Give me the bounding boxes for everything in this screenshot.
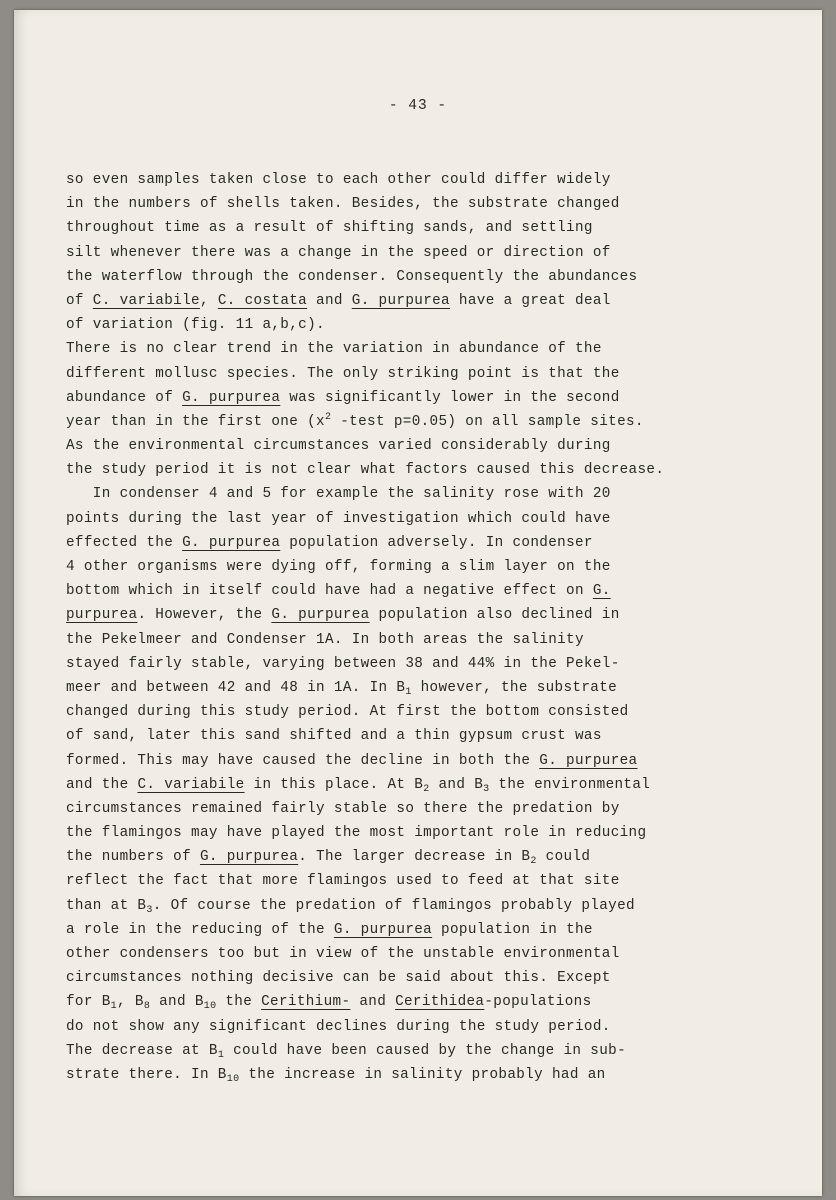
text-segment: 4 other organisms were dying off, forming a slim layer on the xyxy=(66,559,611,575)
text-line xyxy=(66,362,786,386)
subscript: 10 xyxy=(203,1001,217,1013)
text-segment: reflect the fact that more flamingos used to feed at that site xyxy=(66,873,620,890)
text-segment: of variation (fig. 11 a,b,c). xyxy=(66,317,325,334)
text-segment: -test p=0.05) on all sample sites. xyxy=(331,413,644,430)
text-segment: In condenser 4 and 5 for example the salinity rose with 20 xyxy=(66,486,611,503)
text-segment: As the environmental circumstances varied considerably during xyxy=(66,438,611,455)
text-segment: and xyxy=(350,994,396,1011)
text-segment: , xyxy=(199,292,218,309)
text-segment: . However, the xyxy=(137,607,272,624)
text-segment: population also declined in xyxy=(369,607,620,624)
text-segment: the study period it is not clear what factors caused this decrease. xyxy=(66,462,665,479)
text-line xyxy=(66,337,786,361)
text-line xyxy=(66,579,786,603)
underlined-term: Cerithium- xyxy=(261,994,351,1011)
underlined-term: C. variabile xyxy=(92,292,200,309)
text-line xyxy=(66,1015,786,1039)
text-segment: the numbers of xyxy=(66,849,200,866)
text-line xyxy=(66,168,786,192)
text-segment: could have been caused by the change in sub- xyxy=(224,1042,627,1059)
text-segment: in this place. At B xyxy=(244,776,424,793)
text-segment: stayed fairly stable, varying between 38 and 44% in the Pekel- xyxy=(66,655,620,672)
text-segment: and xyxy=(307,292,352,309)
text-segment: year than in the first one (x xyxy=(66,413,325,430)
text-line xyxy=(66,942,786,966)
text-segment: population in the xyxy=(432,921,593,938)
text-line xyxy=(66,313,786,337)
subscript: 1 xyxy=(405,686,412,698)
underlined-term: G. purpurea xyxy=(271,607,370,624)
text-line xyxy=(66,990,786,1014)
text-line xyxy=(66,869,786,893)
text-line xyxy=(66,241,786,265)
text-segment: throughout time as a result of shifting sands, and settling xyxy=(66,220,593,237)
text-line xyxy=(66,289,786,313)
text-segment: The decrease at B xyxy=(66,1042,218,1059)
text-line xyxy=(66,507,786,531)
text-line xyxy=(66,676,786,700)
subscript: 3 xyxy=(483,783,490,795)
text-line xyxy=(66,966,786,990)
text-segment: the xyxy=(216,994,262,1011)
text-segment: changed during this study period. At first the bottom consisted xyxy=(66,704,629,721)
text-segment: a role in the reducing of the xyxy=(66,921,334,938)
text-line xyxy=(66,845,786,869)
text-segment: points during the last year of investigation which could have xyxy=(66,510,611,527)
text-segment: and B xyxy=(429,776,484,793)
underlined-term: purpurea xyxy=(66,607,138,624)
text-segment: . Of course the predation of flamingos probably played xyxy=(152,897,635,914)
text-line xyxy=(66,821,786,845)
superscript: 2 xyxy=(324,411,332,423)
text-segment: bottom which in itself could have had a negative effect on xyxy=(66,583,593,600)
text-line xyxy=(66,628,786,652)
underlined-term: G. purpurea xyxy=(182,389,281,406)
text-line xyxy=(66,410,786,434)
text-segment: so even samples taken close to each other could differ widely xyxy=(66,172,611,188)
text-line xyxy=(66,603,786,627)
text-line xyxy=(66,652,786,676)
subscript: 2 xyxy=(423,783,430,795)
text-segment: circumstances nothing decisive can be said about this. Except xyxy=(66,970,611,987)
text-segment: the waterflow through the condenser. Consequently the abundances xyxy=(66,268,638,285)
text-segment: of xyxy=(66,292,93,309)
text-segment: have a great deal xyxy=(450,292,611,309)
text-segment: the flamingos may have played the most important role in reducing xyxy=(66,825,647,842)
text-segment: the environmental xyxy=(489,776,651,793)
text-line xyxy=(66,434,786,458)
text-line xyxy=(66,216,786,240)
subscript: 8 xyxy=(143,1001,151,1013)
text-segment: could xyxy=(536,849,591,866)
text-line xyxy=(66,265,786,289)
text-line xyxy=(66,773,786,797)
text-line xyxy=(66,797,786,821)
underlined-term: G. purpurea xyxy=(539,752,638,769)
text-segment: formed. This may have caused the decline in both the xyxy=(66,752,540,769)
text-segment: silt whenever there was a change in the speed or direction of xyxy=(66,244,611,261)
subscript: 3 xyxy=(146,904,153,916)
subscript: 1 xyxy=(217,1049,225,1061)
text-line xyxy=(66,749,786,773)
text-segment: different mollusc species. The only striking point is that the xyxy=(66,365,620,382)
text-segment: do not show any significant declines during the study period. xyxy=(66,1018,611,1035)
text-segment: the Pekelmeer and Condenser 1A. In both areas the salinity xyxy=(66,631,584,648)
underlined-term: G. xyxy=(592,583,611,600)
underlined-term: G. purpurea xyxy=(351,292,450,309)
text-line xyxy=(66,1039,786,1063)
text-segment: was significantly lower in the second xyxy=(280,389,620,406)
text-line xyxy=(66,531,786,555)
text-segment: meer and between 42 and 48 in 1A. In B xyxy=(66,679,406,696)
underlined-term: C. variabile xyxy=(137,776,245,793)
text-segment: -populations xyxy=(484,994,592,1011)
subscript: 2 xyxy=(530,856,537,868)
text-segment: effected the xyxy=(66,534,183,551)
text-line xyxy=(66,1063,786,1087)
text-segment: however, the substrate xyxy=(411,679,618,696)
text-line xyxy=(66,724,786,748)
underlined-term: C. costata xyxy=(217,292,308,309)
underlined-term: Cerithidea xyxy=(395,994,485,1011)
text-segment: and B xyxy=(150,994,204,1011)
text-segment: for B xyxy=(66,994,111,1011)
text-segment: other condensers too but in view of the unstable environmental xyxy=(66,946,620,962)
underlined-term: G. purpurea xyxy=(333,921,433,938)
text-segment: strate there. In B xyxy=(66,1066,227,1083)
page-number: - 43 - xyxy=(388,98,448,114)
text-segment: There is no clear trend in the variation in abundance of the xyxy=(66,341,602,358)
text-line xyxy=(66,386,786,410)
text-line xyxy=(66,482,786,506)
text-line xyxy=(66,918,786,942)
text-segment: circumstances remained fairly stable so there the predation by xyxy=(66,800,620,817)
text-segment: abundance of xyxy=(66,389,183,406)
body-text xyxy=(66,168,786,1087)
underlined-term: G. purpurea xyxy=(199,849,299,866)
subscript: 1 xyxy=(110,1001,118,1013)
text-line xyxy=(66,192,786,216)
text-line xyxy=(66,555,786,579)
text-segment: than at B xyxy=(66,897,147,914)
text-segment: in the numbers of shells taken. Besides, the substrate changed xyxy=(66,196,620,213)
text-line xyxy=(66,894,786,918)
text-segment: . The larger decrease in B xyxy=(298,849,531,866)
document-page xyxy=(14,10,822,1196)
text-segment: and the xyxy=(66,776,138,793)
text-segment: population adversely. In condenser xyxy=(280,534,593,551)
text-segment: of sand, later this sand shifted and a thin gypsum crust was xyxy=(66,728,602,745)
text-segment: , B xyxy=(117,994,144,1011)
text-line xyxy=(66,700,786,724)
subscript: 10 xyxy=(226,1073,240,1085)
text-segment: the increase in salinity probably had an xyxy=(239,1066,606,1083)
text-line xyxy=(66,458,786,482)
underlined-term: G. purpurea xyxy=(182,534,281,551)
